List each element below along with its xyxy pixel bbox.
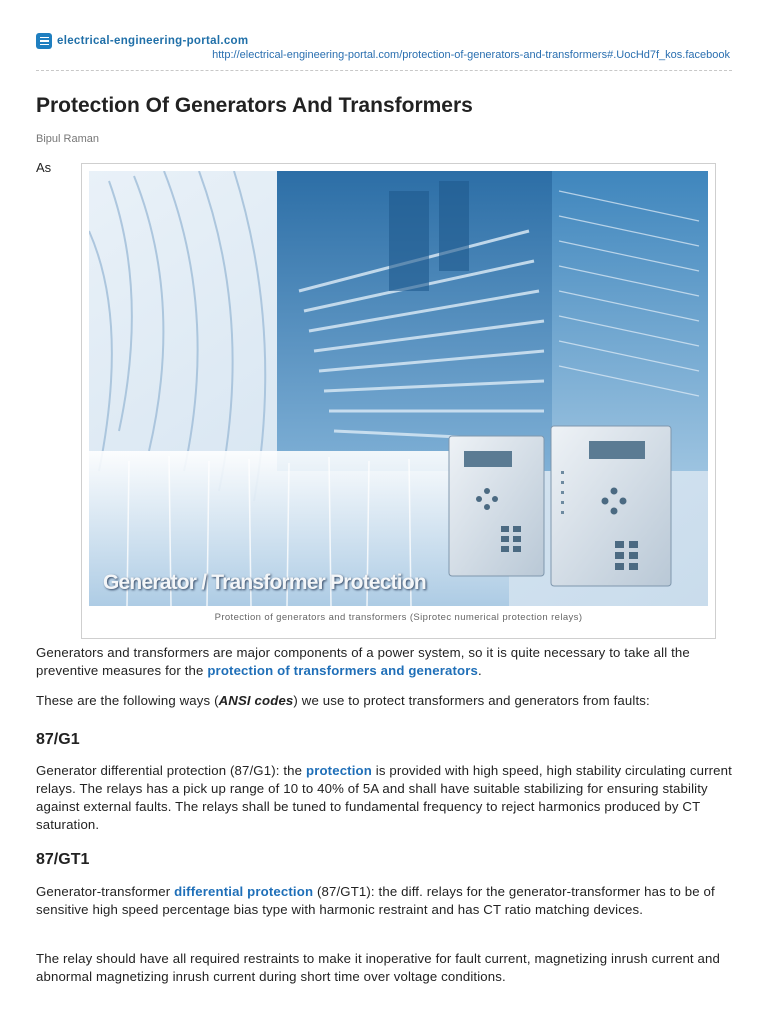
figure-caption: Protection of generators and transformers (Siprotec numerical protection relays) [214, 612, 583, 623]
author-name: Bipul Raman [36, 133, 99, 145]
article-figure [81, 163, 716, 639]
header-divider [36, 70, 732, 71]
section-heading-87g1: 87/G1 [36, 731, 80, 748]
p1-text-start: Generators and transformers are major components of a power system, so it is quite necessary to take all the preventive measures for the [36, 645, 690, 678]
ansi-codes-emphasis: ANSI codes [218, 693, 294, 708]
site-header [36, 33, 248, 49]
intro-fragment: As [36, 160, 52, 175]
s1-text-end: is provided with high speed, high stability circulating current relays. The relays has a pick up range of 10 to 40% of 5A and shall have suitable stabilizing for ensuring stability against external faults. The relays shall be tuned to fundamental frequency to reject harmonics produced by CT saturation. [36, 763, 732, 832]
protection-link[interactable]: protection of transformers and generators [207, 663, 479, 678]
document-icon [36, 33, 52, 49]
figure-image [89, 171, 708, 606]
differential-protection-link[interactable]: differential protection [174, 884, 314, 899]
page-title: Protection Of Generators And Transformers [36, 94, 473, 117]
paragraph-ansi [36, 692, 736, 710]
p2-text-end: ) we use to protect transformers and generators from faults: [293, 693, 650, 708]
relay-unit-left [449, 436, 544, 576]
paragraph-87gt1 [36, 883, 736, 919]
paragraph-restraints: The relay should have all required restraints to make it inoperative for fault current, magnetizing inrush current and abnormal magnetizing inrush current during short time over voltage conditions. [36, 951, 721, 984]
s1-text-start: Generator differential protection (87/G1): the [36, 763, 306, 778]
s2-text-start: Generator-transformer [36, 884, 175, 899]
section-heading-87gt1: 87/GT1 [36, 851, 90, 868]
source-url-link[interactable]: http://electrical-engineering-portal.com/protection-of-generators-and-transformers#.UocHd7f_kos.facebook [212, 49, 730, 61]
protection-relays-illustration [89, 171, 708, 606]
protection-inline-link[interactable]: protection [305, 763, 372, 778]
paragraph-87g1 [36, 762, 736, 834]
relay-unit-right [551, 426, 671, 586]
p2-text-start: These are the following ways ( [36, 693, 219, 708]
figure-overlay-title: Generator / Transformer Protection [103, 571, 426, 594]
site-name[interactable]: electrical-engineering-portal.com [57, 35, 249, 47]
s2-text-end: (87/GT1): the diff. relays for the generator-transformer has to be of sensitive high speed percentage bias type with harmonic restraint and has CT ratio matching devices. [36, 884, 715, 917]
paragraph-intro [36, 644, 736, 680]
p1-text-end: . [478, 663, 482, 678]
